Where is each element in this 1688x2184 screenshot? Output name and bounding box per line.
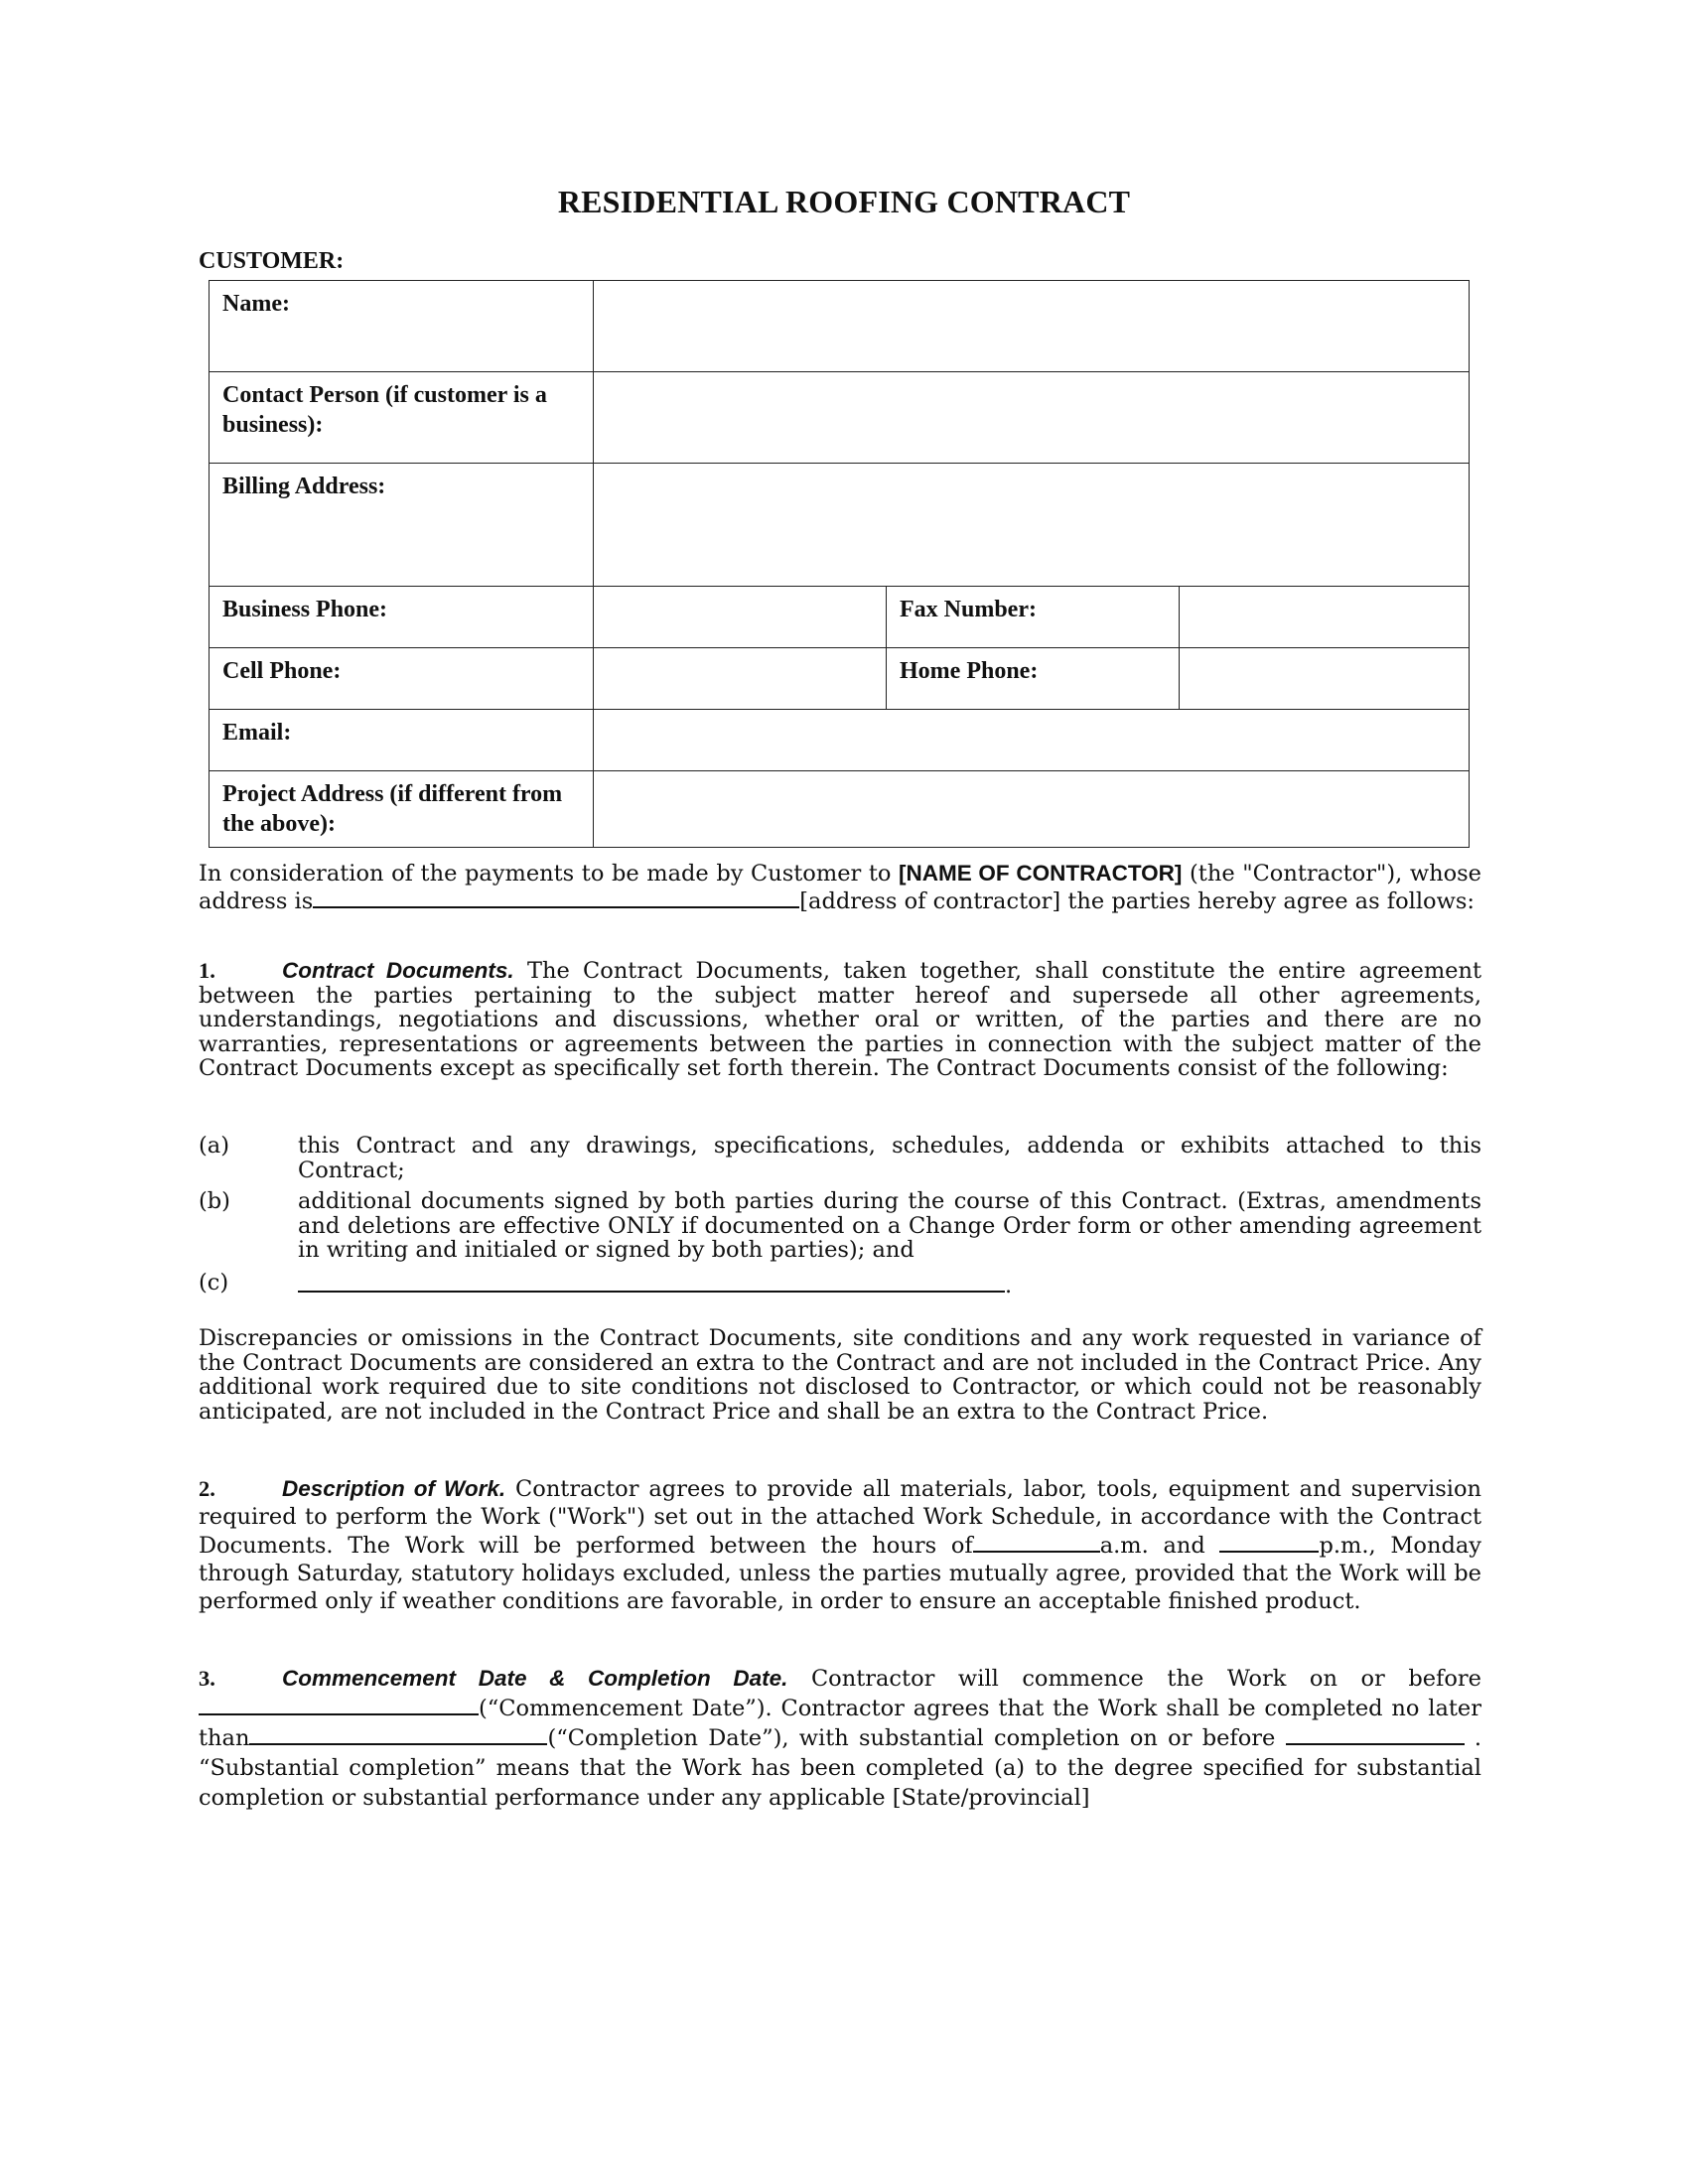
section-3-body-b: (“Commencement Date”). Contractor agrees that the Work shall be completed no later than bbox=[199, 1696, 1481, 1751]
section-2-body-b: a.m. and bbox=[1099, 1533, 1220, 1559]
section-1-heading: Contract Documents. bbox=[282, 958, 514, 983]
completion-date-blank[interactable] bbox=[249, 1723, 547, 1745]
additional-documents-blank[interactable] bbox=[298, 1271, 1005, 1293]
email-field[interactable] bbox=[594, 710, 1470, 771]
discrepancies-paragraph: Discrepancies or omissions in the Contract Documents, site conditions and any work requested in variance of the Contract Documents are considered an extra to the Contract and are not included in the Contract Price. Any additional work required due to site conditions not disclosed to Contractor, or which could not be reasonably anticipated, are not included in the Contract Price and shall be an extra to the Contract Price. bbox=[199, 1325, 1481, 1425]
commencement-date-blank[interactable] bbox=[199, 1694, 479, 1715]
cell-phone-label: Cell Phone: bbox=[210, 648, 594, 710]
section-3-paragraph bbox=[199, 1664, 1481, 1813]
contact-person-label: Contact Person (if customer is a business): bbox=[210, 372, 594, 464]
section-2-body-c: p.m., Monday through Saturday, statutory holidays excluded, unless the parties mutually agree, provided that the Work will be performed only if weather conditions are favorable, in order to ensure an acceptable finished product. bbox=[199, 1533, 1481, 1614]
home-phone-field[interactable] bbox=[1180, 648, 1470, 710]
business-phone-field[interactable] bbox=[594, 587, 887, 648]
end-hour-blank[interactable] bbox=[1219, 1531, 1319, 1553]
email-label: Email: bbox=[210, 710, 594, 771]
list-item-c-label: (c) bbox=[199, 1270, 229, 1296]
name-field[interactable] bbox=[594, 281, 1470, 372]
intro-text-a: In consideration of the payments to be made by Customer to bbox=[199, 861, 900, 887]
contractor-address-blank[interactable] bbox=[313, 887, 799, 908]
home-phone-label: Home Phone: bbox=[887, 648, 1180, 710]
business-phone-label: Business Phone: bbox=[210, 587, 594, 648]
contractor-name-placeholder: [NAME OF CONTRACTOR] bbox=[899, 861, 1183, 886]
fax-number-label: Fax Number: bbox=[887, 587, 1180, 648]
list-item-a bbox=[199, 1134, 1481, 1182]
customer-table bbox=[209, 280, 1470, 848]
list-item-b-label: (b) bbox=[199, 1188, 230, 1214]
section-2-heading: Description of Work. bbox=[282, 1476, 506, 1501]
substantial-completion-blank[interactable] bbox=[1286, 1723, 1465, 1745]
fax-number-field[interactable] bbox=[1180, 587, 1470, 648]
section-1-number: 1. bbox=[199, 958, 215, 983]
billing-address-label: Billing Address: bbox=[210, 464, 594, 587]
section-1-body: The Contract Documents, taken together, shall constitute the entire agreement between the parties pertaining to the subject matter hereof and supersede all other agreements, understandings, negotiations and discussions, whether oral or written, of the parties and there are no warranties, representations or agreements between the parties in connection with the subject matter of the Contract Documents except as specifically set forth therein. The Contract Documents consist of the following: bbox=[199, 958, 1482, 1081]
intro-text-c: [address of contractor] the parties hereby agree as follows: bbox=[799, 887, 1475, 914]
project-address-label: Project Address (if different from the above): bbox=[210, 771, 594, 848]
list-item-b bbox=[199, 1189, 1481, 1263]
section-2-paragraph bbox=[199, 1475, 1481, 1615]
billing-address-field[interactable] bbox=[594, 464, 1470, 587]
list-item-a-label: (a) bbox=[199, 1133, 229, 1159]
section-3-number: 3. bbox=[199, 1666, 215, 1691]
start-hour-blank[interactable] bbox=[973, 1531, 1100, 1553]
section-3-heading: Commencement Date & Completion Date. bbox=[282, 1666, 788, 1691]
section-2-number: 2. bbox=[199, 1476, 215, 1501]
intro-text-b: (the "Contractor"), whose address is bbox=[199, 861, 1481, 914]
project-address-field[interactable] bbox=[594, 771, 1470, 848]
list-item-c-period: . bbox=[1005, 1273, 1013, 1298]
contact-person-field[interactable] bbox=[594, 372, 1470, 464]
section-1-paragraph bbox=[199, 959, 1481, 1081]
document-title: RESIDENTIAL ROOFING CONTRACT bbox=[557, 184, 1131, 219]
section-3-body-d: . “Substantial completion” means that the Work has been completed (a) to the degree specified for substantial completion or substantial performance under any applicable [State/provincial] bbox=[199, 1725, 1481, 1811]
section-2-body-a: Contractor agrees to provide all materials, labor, tools, equipment and supervision required to perform the Work ("Work") set out in the attached Work Schedule, in accordance with the Contract Documents. The Work will be performed between the hours of bbox=[199, 1476, 1481, 1559]
list-item-c bbox=[199, 1271, 1481, 1298]
list-item-b-text: additional documents signed by both parties during the course of this Contract. (Extras, amendments and deletions are effective ONLY if documented on a Change Order form or other amending agreement in writing and initialed or signed by both parties); and bbox=[298, 1188, 1481, 1263]
intro-paragraph bbox=[199, 862, 1481, 913]
name-label: Name: bbox=[210, 281, 594, 372]
section-3-body-a: Contractor will commence the Work on or before bbox=[787, 1666, 1481, 1692]
customer-label: CUSTOMER: bbox=[199, 248, 345, 274]
cell-phone-field[interactable] bbox=[594, 648, 887, 710]
list-item-a-text: this Contract and any drawings, specifications, schedules, addenda or exhibits attached to this Contract; bbox=[298, 1133, 1481, 1183]
section-3-body-c: (“Completion Date”), with substantial completion on or before bbox=[547, 1725, 1286, 1751]
